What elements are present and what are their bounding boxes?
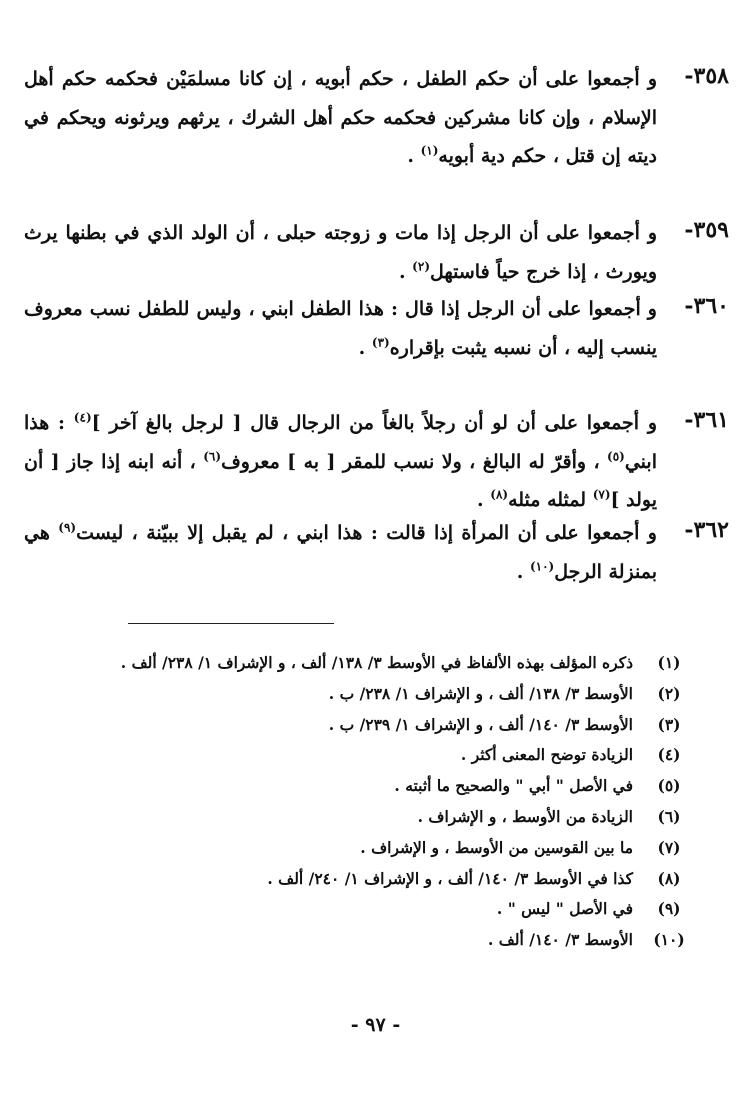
footnote-number: (٥) (657, 776, 681, 796)
entry-text-part: . (398, 260, 413, 283)
entry-number: ٣٦١- (684, 407, 729, 433)
footnote-number: (٨) (657, 868, 681, 888)
footnote-text: ذكره المؤلف بهذه الألفاظ في الأوسط ٣/ ١٣٨/ ألف ، و الإشراف ١/ ٢٣٨/ ألف . (120, 653, 633, 672)
entry-text-part: ، وأقرّ له البالغ ، ولا نسب للمقر [ به ] معروف (221, 450, 608, 473)
footnote-text: الأوسط ٣/ ١٤٠/ ألف ، و الإشراف ١/ ٢٣٩/ ب . (328, 714, 633, 734)
entry-359 (24, 214, 729, 291)
footnote (131, 925, 691, 956)
footnote-number: (٢) (657, 683, 681, 703)
footnote (131, 833, 691, 864)
entry-text-part: . (477, 489, 491, 511)
footnote-ref[interactable]: (٧) (592, 487, 611, 502)
footnote (131, 710, 691, 741)
footnote-number: (٧) (657, 837, 681, 857)
footnote-separator (128, 623, 334, 624)
entry-text-part: . (407, 145, 421, 167)
footnote-ref[interactable]: (٤) (73, 410, 92, 425)
entry-text-part: ، أنه ابنه إذا جاز [ أن يولد ] (24, 450, 657, 511)
entry-text-part: و أجمعوا على أن لو أن رجلاً بالغاً من الرجال قال [ لرجل بالغ آخر ] (91, 412, 658, 434)
entry-358 (24, 60, 729, 176)
footnote (131, 864, 691, 895)
footnote (131, 894, 691, 925)
entry-text (24, 290, 657, 367)
entry-number: ٣٦٠- (684, 293, 729, 319)
entry-text-part: لمثله مثله (508, 489, 593, 511)
footnote-ref[interactable]: (٥) (607, 449, 625, 464)
footnote-number: (٦) (657, 806, 681, 826)
footnote-number: (١٠) (653, 930, 685, 950)
page-number: - ٩٧ - (350, 1014, 401, 1036)
footnote-ref[interactable]: (١) (420, 143, 439, 158)
entry-text-part: و أجمعوا على أن الرجل إذا قال : هذا الطفل ابني ، وليس للطفل نسب معروف ينسب إليه ، أن نسبه يثبت بإقراره (24, 298, 657, 359)
footnote-text: الزيادة توضح المعنى أكثر . (460, 745, 633, 765)
entry-text-part: و أجمعوا على أن المرأة إذا قالت : هذا ابني ، لم يقبل إلا ببيّنة ، ليست (76, 522, 657, 544)
footnote (131, 679, 691, 710)
footnote-text: ما بين القوسين من الأوسط ، و الإشراف . (360, 837, 633, 857)
footnote (131, 771, 691, 802)
entry-text-part: و أجمعوا على أن حكم الطفل ، حكم أبويه ، إن كانا مسلمَيْن فحكمه حكم أهل الإسلام ، وإن كانا مشركين فحكمه حكم أهل الشرك ، يرثهم ويرثونه ويحكم في ديته إن قتل ، حكم دية أبويه (24, 68, 657, 167)
footnote-text: الأوسط ٣/ ١٣٨/ ألف ، و الإشراف ١/ ٢٣٨/ ب . (328, 683, 633, 703)
entry-number: ٣٦٢- (684, 517, 729, 543)
footnote-text: في الأصل " ليس " . (496, 899, 633, 919)
footnote-ref[interactable]: (٦) (203, 449, 222, 464)
entry-text-part: هي بمنزلة الرجل (24, 522, 657, 583)
footnote-text: الأوسط ٣/ ١٤٠/ ألف . (487, 930, 633, 950)
entry-text (24, 60, 657, 176)
footnote-number: (٩) (657, 899, 681, 919)
footnote (131, 740, 691, 771)
entry-text (24, 514, 657, 591)
entry-text-part: . (516, 560, 530, 583)
footnote-number: (١) (657, 653, 681, 672)
footnote-number: (٤) (657, 745, 681, 765)
footnotes (120, 648, 691, 956)
footnote-number: (٣) (657, 714, 681, 734)
footnote-text: كذا في الأوسط ٣/ ١٤٠/ ألف ، و الإشراف ١/ ٢٤٠/ ألف . (267, 868, 633, 888)
entry-text-part: و أجمعوا على أن الرجل إذا مات و زوجته حبلى ، أن الولد الذي في بطنها يرث ويورث ، إذا خرج حياً فاستهل (24, 222, 657, 283)
entry-number: ٣٥٨- (684, 63, 729, 89)
entry-362 (24, 514, 729, 591)
entry-number: ٣٥٩- (684, 217, 729, 243)
footnote (120, 648, 691, 679)
footnote (131, 802, 691, 833)
entry-text (24, 404, 657, 520)
entry-361 (24, 404, 729, 520)
footnote-text: الزيادة من الأوسط ، و الإشراف . (417, 806, 633, 826)
footnote-ref[interactable]: (٢) (412, 259, 430, 274)
entry-text (24, 214, 657, 291)
entry-text-part: : هذا ابني (24, 412, 657, 473)
footnote-ref[interactable]: (٨) (490, 487, 509, 502)
footnote-ref[interactable]: (٣) (371, 335, 390, 350)
footnote-text: في الأصل " أبي " والصحيح ما أثبته . (394, 776, 633, 796)
footnote-ref[interactable]: (٩) (58, 520, 77, 535)
footnote-ref[interactable]: (١٠) (529, 559, 555, 574)
entry-360 (24, 290, 729, 367)
entry-text-part: . (358, 336, 372, 359)
